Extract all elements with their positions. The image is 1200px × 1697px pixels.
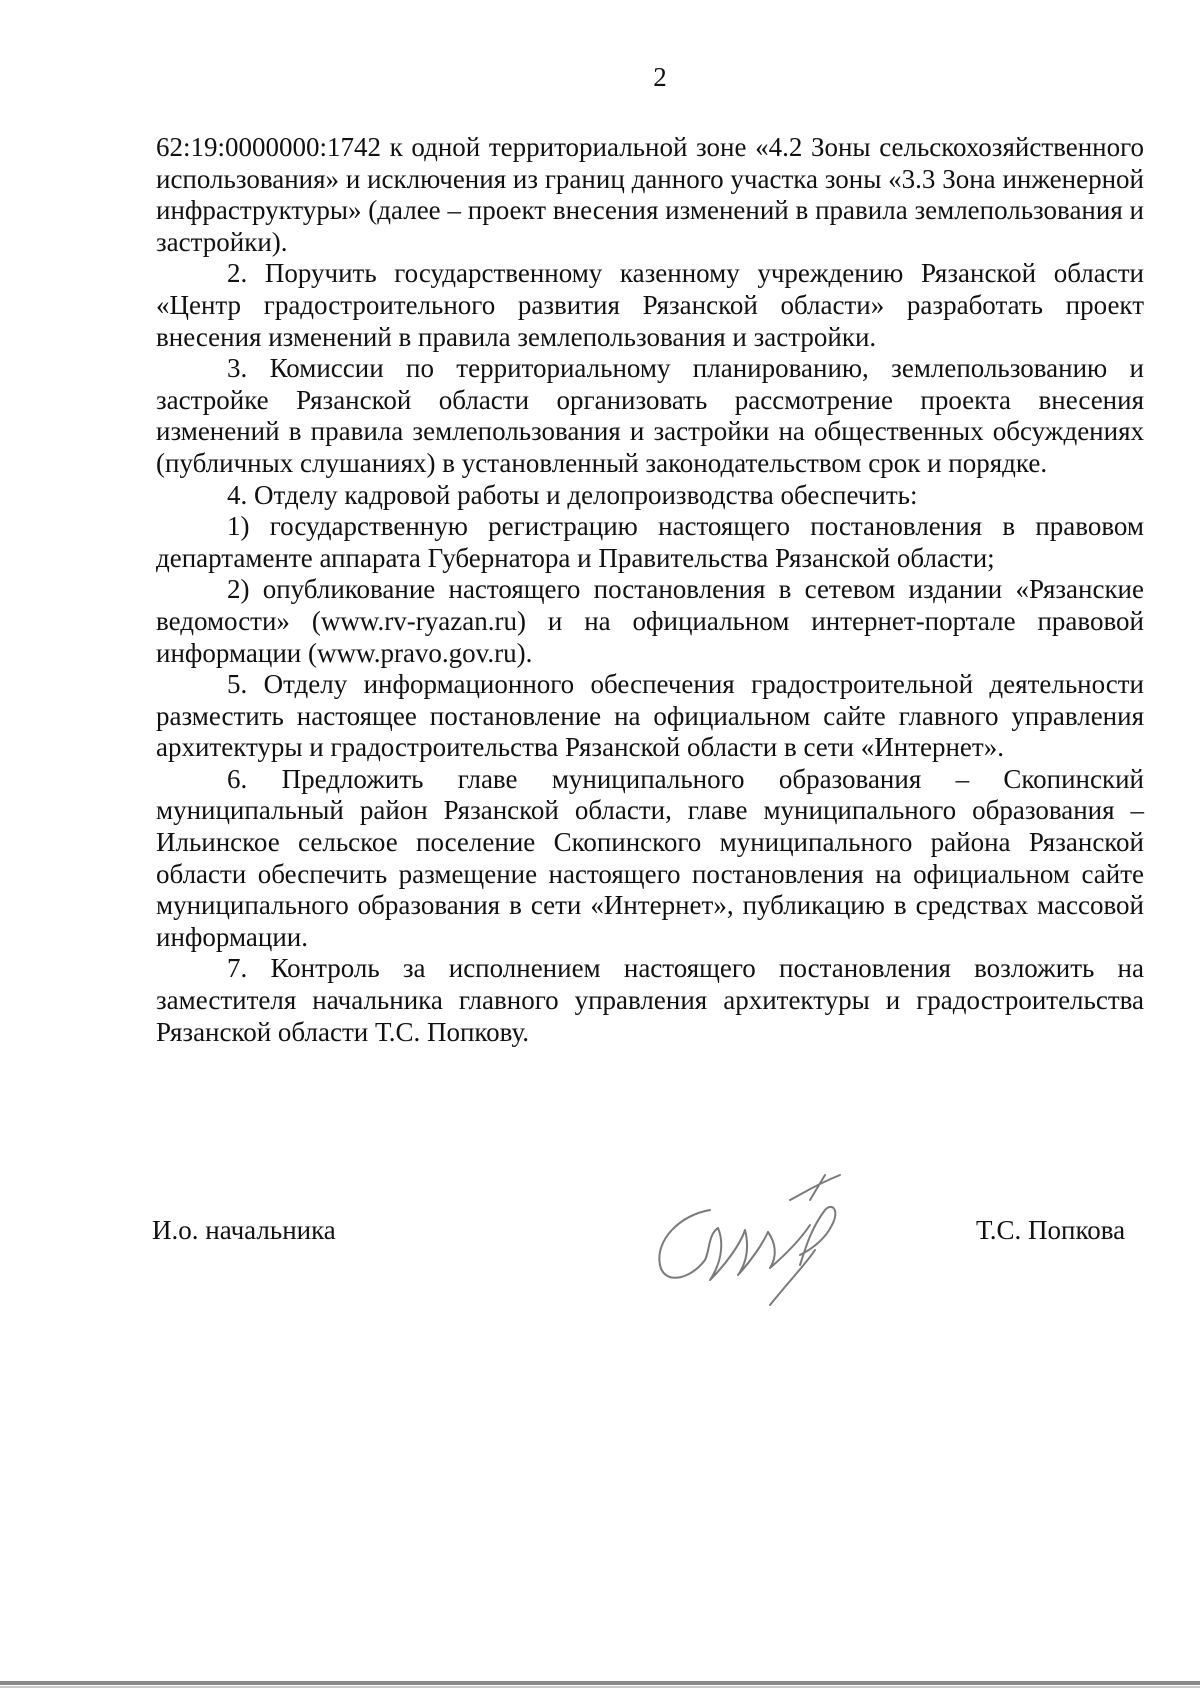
signatory-name: Т.С. Попкова: [976, 1215, 1126, 1245]
paragraph-item-7: 7. Контроль за исполнением настоящего постановления возложить на заместителя начальника главного управления архитектуры и градостроительства Рязанской области Т.С. Попкову.: [156, 953, 1144, 1047]
paragraph-item-5: 5. Отделу информационного обеспечения градостроительной деятельности разместить настоящее постановление на официальном сайте главного управления архитектуры и градостроительства Рязанской области в сети «Интернет».: [156, 669, 1144, 763]
paragraph-continuation: 62:19:0000000:1742 к одной территориальной зоне «4.2 Зоны сельскохозяйственного использования» и исключения из границ данного участка зоны «3.3 Зона инженерной инфраструктуры» (далее – проект внесения изменений в правила землепользования и застройки).: [156, 132, 1144, 257]
paragraph-item-3: 3. Комиссии по территориальному планированию, землепользованию и застройке Рязанской области организовать рассмотрение проекта внесения изменений в правила землепользования и застройки на общественных обсуждениях (публичных слушаниях) в установленный законодательством срок и порядке.: [156, 353, 1144, 478]
handwritten-signature: [650, 1170, 880, 1310]
document-body: [156, 132, 1144, 1048]
signatory-position: И.о. начальника: [152, 1215, 336, 1245]
paragraph-item-4: 4. Отделу кадровой работы и делопроизводства обеспечить:: [227, 479, 918, 510]
paragraph-item-2: 2. Поручить государственному казенному учреждению Рязанской области «Центр градостроительного развития Рязанской области» разработать проект внесения изменений в правила землепользования и застройки.: [156, 258, 1144, 352]
bottom-border-line: [0, 1681, 1200, 1685]
paragraph-item-6: 6. Предложить главе муниципального образования – Скопинский муниципальный район Рязанской области, главе муниципального образования – Ильинское сельское поселение Скопинского муниципального района Рязанской области обеспечить размещение настоящего постановления на официальном сайте муниципального образования в сети «Интернет», публикацию в средствах массовой информации.: [156, 763, 1144, 952]
paragraph-subitem-2: 2) опубликование настоящего постановления в сетевом издании «Рязанские ведомости» (www.rv-ryazan.ru) и на официальном интернет-портале правовой информации (www.pravo.gov.ru).: [156, 574, 1144, 668]
bottom-border-shadow: [0, 1686, 1200, 1688]
paragraph-subitem-1: 1) государственную регистрацию настоящего постановления в правовом департаменте аппарата Губернатора и Правительства Рязанской области;: [156, 511, 1144, 573]
page-number: 2: [653, 62, 667, 92]
